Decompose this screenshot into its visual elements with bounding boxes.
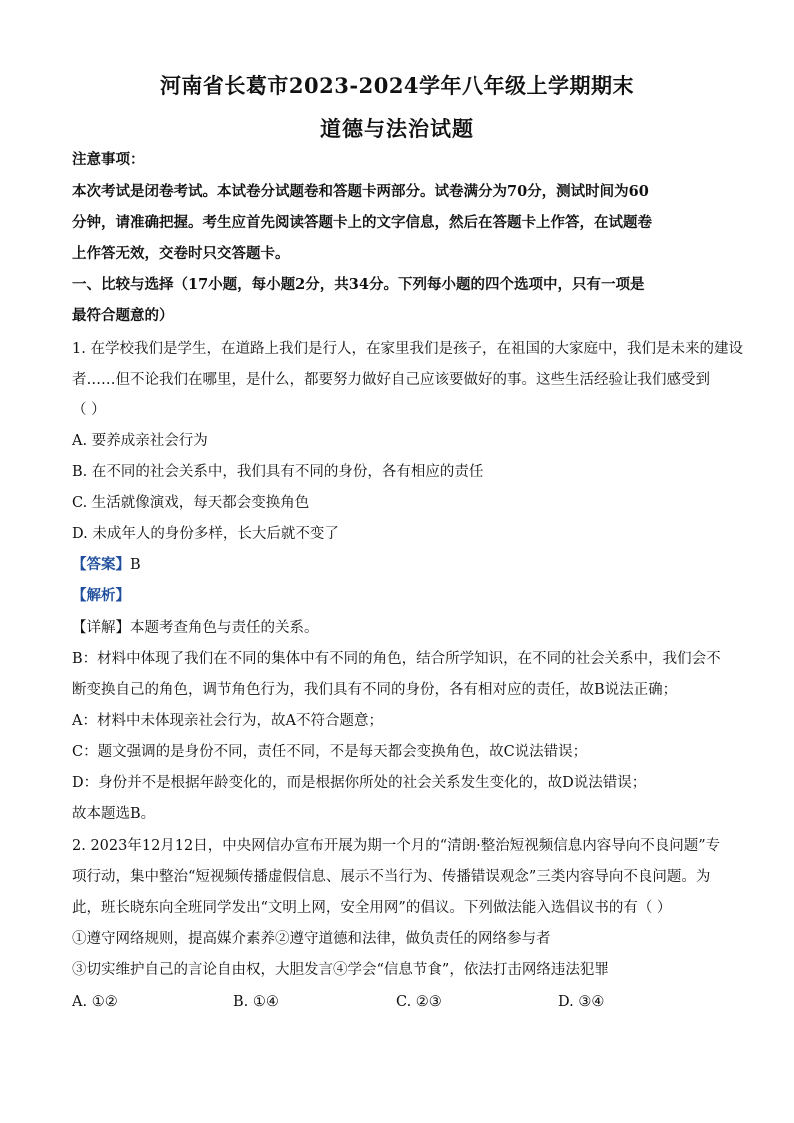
notice-line: 本次考试是闭卷考试。本试卷分试题卷和答题卡两部分。试卷满分为70分，测试时间为60 (72, 183, 649, 200)
q2-option-a: A. ①② (72, 994, 118, 1010)
q1-detail (72, 618, 319, 638)
answer-value: B (130, 557, 141, 573)
notice-line: 上作答无效，交卷时只交答题卡。 (72, 245, 290, 262)
notice-line: 分钟，请准确把握。考生应首先阅读答题卡上的文字信息，然后在答题卡上作答，在试题卷 (72, 214, 652, 231)
q1-explanation-line: C：题文强调的是身份不同，责任不同，不是每天都会变换角色，故C说法错误； (72, 744, 588, 760)
q1-stem: （ ） (72, 402, 106, 418)
q1-option-a: A. 要养成亲社会行为 (72, 433, 208, 449)
q1-stem: 者……但不论我们在哪里，是什么，都要努力做好自己应该要做好的事。这些生活经验让我们感受到 (72, 372, 710, 388)
q1-explanation-line: A：材料中未体现亲社会行为，故A不符合题意； (72, 713, 383, 729)
q1-option-d: D. 未成年人的身份多样，长大后就不变了 (72, 526, 339, 542)
q2-stem: ③切实维护自己的言论自由权，大胆发言④学会“信息节食”，依法打击网络违法犯罪 (72, 962, 609, 978)
detail-tag: 【详解】 (72, 620, 130, 636)
q2-stem: ①遵守网络规则，提高媒介素养②遵守道德和法律，做负责任的网络参与者 (72, 931, 551, 947)
q2-stem: 项行动，集中整治“短视频传播虚假信息、展示不当行为、传播错误观念”三类内容导向不良问题。为 (72, 869, 711, 885)
notice-heading: 注意事项： (72, 151, 145, 168)
q1-explanation-line: B：材料中体现了我们在不同的集体中有不同的角色，结合所学知识，在不同的社会关系中，我们会不 (72, 651, 721, 667)
exam-title: 河南省长葛市2023-2024学年八年级上学期期末 (159, 73, 635, 98)
q1-option-b: B. 在不同的社会关系中，我们具有不同的身份，各有相应的责任 (72, 464, 484, 480)
q2-stem: 2. 2023年12月12日，中央网信办宣布开展为期一个月的“清朗·整治短视频信息内容导向不良问题”专 (72, 838, 721, 854)
section-heading: 最符合题意的） (72, 307, 174, 324)
answer-tag: 【答案】 (72, 556, 130, 573)
q1-option-c: C. 生活就像演戏，每天都会变换角色 (72, 495, 310, 511)
q2-option-d: D. ③④ (558, 994, 605, 1010)
detail-intro: 本题考查角色与责任的关系。 (130, 620, 319, 636)
analysis-tag: 【解析】 (72, 587, 130, 604)
section-heading: 一、比较与选择（17小题，每小题2分，共34分。下列每小题的四个选项中，只有一项是 (72, 276, 645, 293)
q1-stem: 1. 在学校我们是学生，在道路上我们是行人，在家里我们是孩子，在祖国的大家庭中，我们是未来的建设 (72, 341, 743, 357)
q2-option-c: C. ②③ (396, 994, 442, 1010)
q2-option-b: B. ①④ (233, 994, 279, 1010)
q1-explanation-line: D：身份并不是根据年龄变化的，而是根据你所处的社会关系发生变化的，故D说法错误； (72, 775, 647, 791)
q1-explanation-line: 故本题选B。 (72, 806, 156, 822)
q1-analysis-tag (72, 586, 130, 606)
q1-explanation-line: 断变换自己的角色，调节角色行为，我们具有不同的身份，各有相对应的责任，故B说法正确； (72, 682, 678, 698)
q2-stem: 此，班长晓东向全班同学发出“文明上网，安全用网”的倡议。下列做法能入选倡议书的有（ ） (72, 900, 672, 916)
exam-subtitle: 道德与法治试题 (320, 116, 474, 141)
q1-answer (72, 555, 141, 575)
